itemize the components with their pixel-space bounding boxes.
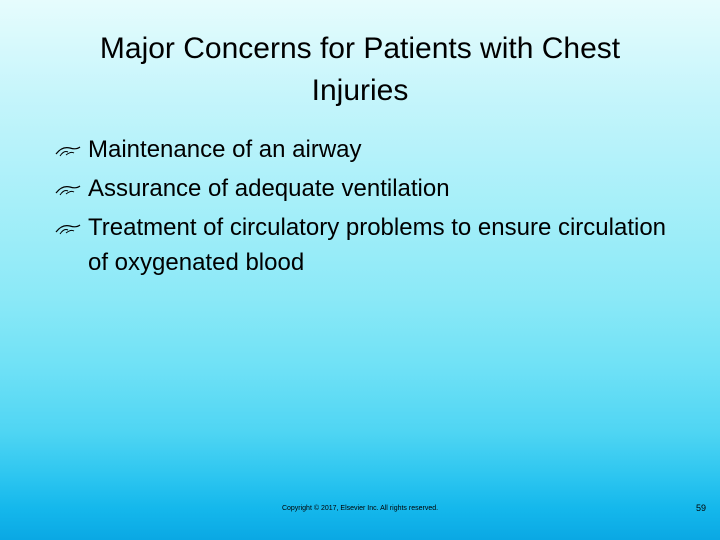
bullet-item: [54, 171, 674, 206]
leaf-bullet-icon: [54, 144, 82, 158]
copyright-footer: Copyright © 2017, Elsevier Inc. All rights reserved.: [281, 505, 439, 512]
bullet-text: Maintenance of an airway: [88, 136, 362, 163]
bullet-text: Treatment of circulatory problems to ensure circulation of oxygenated blood: [88, 214, 667, 276]
slide-title: Major Concerns for Patients with Chest Injuries: [99, 32, 621, 107]
page-number: 59: [695, 503, 706, 513]
bullet-item: [54, 132, 674, 167]
leaf-bullet-icon: [54, 222, 82, 236]
bullet-item: [54, 210, 674, 280]
bullet-text: Assurance of adequate ventilation: [88, 175, 450, 202]
leaf-bullet-icon: [54, 183, 82, 197]
bullet-list: [54, 132, 674, 284]
